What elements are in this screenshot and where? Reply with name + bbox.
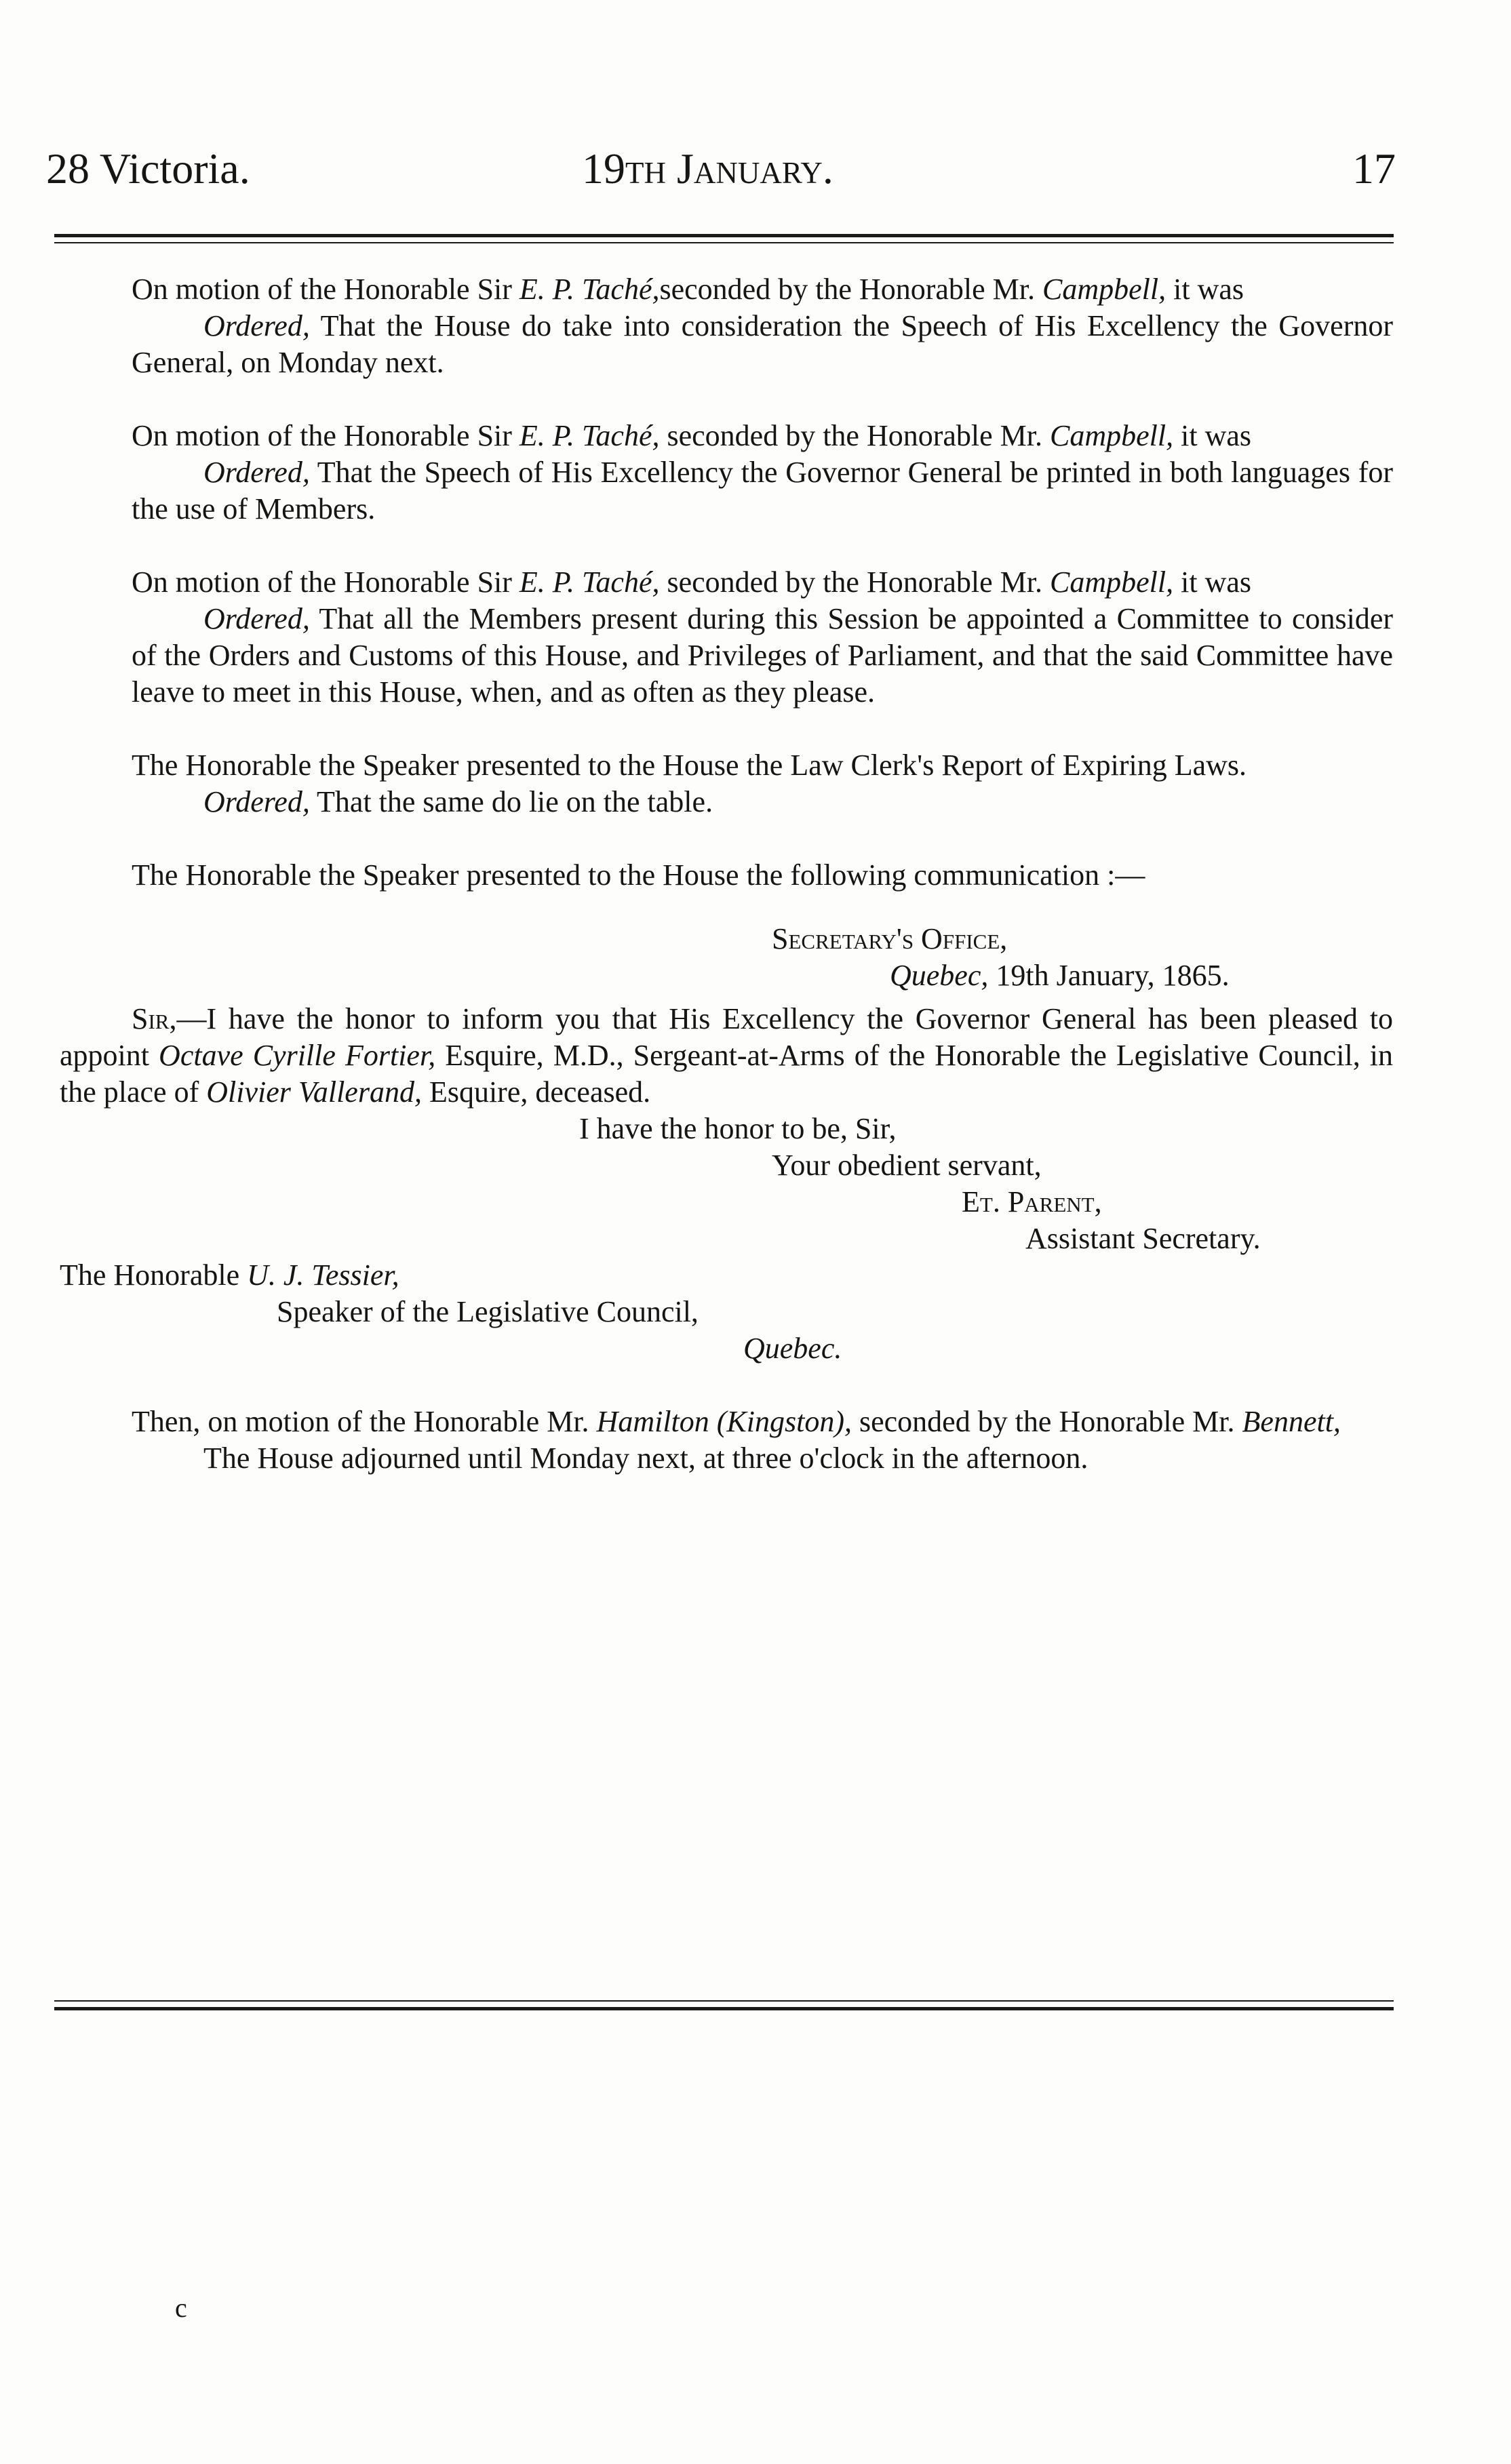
signature-mark: c	[175, 2292, 187, 2323]
letter-signer-title: Assistant Secretary.	[1025, 1222, 1261, 1255]
letter-signer: Et. Parent,	[962, 1185, 1102, 1218]
journal-body	[60, 271, 1393, 1513]
order-line: Ordered, That all the Members present during this Session be appointed a Committee to consider of the Orders and Customs of this House, and Privileges of Parliament, and that the said Committee have leave to meet in this House, when, and as often as they please.	[132, 602, 1393, 709]
letter-close: I have the honor to be, Sir,	[579, 1112, 897, 1145]
adjournment-paragraph: Then, on motion of the Honorable Mr. Hamilton (Kingston), seconded by the Honorable Mr. Bennett, The House adjourned until Monday next, at three o'clock in the afternoon.	[60, 1404, 1393, 1477]
header-page-number: 17	[1352, 144, 1396, 193]
letter-close: Your obedient servant,	[772, 1149, 1042, 1182]
header-date: 19th January.	[582, 144, 833, 193]
letter-body: Sir,—I have the honor to inform you that His Excellency the Governor General has been pleased to appoint Octave Cyrille Fortier, Esquire, M.D., Sergeant-at-Arms of the Honorable the Legislative Council, in the place of Olivier Vallerand, Esquire, deceased.	[60, 1002, 1393, 1109]
header-rule-thin	[54, 242, 1394, 243]
communication-intro: The Honorable the Speaker presented to the House the following communication :—	[132, 858, 1145, 892]
footer-rule-thin	[54, 2000, 1394, 2002]
letter-addressee: The Honorable U. J. Tessier,	[60, 1258, 399, 1292]
expiring-laws-paragraph: The Honorable the Speaker presented to the House the Law Clerk's Report of Expiring Laws. Ordered, That the same do lie on the table.	[60, 747, 1393, 820]
order-line: Ordered, That the Speech of His Excellency the Governor General be printed in both languages for the use of Members.	[132, 456, 1393, 525]
motion-paragraph-2: On motion of the Honorable Sir E. P. Taché, seconded by the Honorable Mr. Campbell, it was Ordered, That the Speech of His Excellency the Governor General be printed in both languages for the use of Members.	[60, 418, 1393, 528]
running-header	[46, 136, 1396, 210]
footer-rule	[54, 2007, 1394, 2010]
motion-paragraph-1: On motion of the Honorable Sir E. P. Taché,seconded by the Honorable Mr. Campbell, it was Ordered, That the House do take into consideration the Speech of His Excellency the Governor General, on Monday next.	[60, 271, 1393, 381]
motion-paragraph-3: On motion of the Honorable Sir E. P. Taché, seconded by the Honorable Mr. Campbell, it was Ordered, That all the Members present during this Session be appointed a Committee to consider of the Orders and Customs of this House, and Privileges of Parliament, and that the said Committee have leave to meet in this House, when, and as often as they please.	[60, 564, 1393, 711]
header-rule	[54, 234, 1394, 237]
letter-addressee-city: Quebec.	[743, 1332, 842, 1365]
adjournment-line: The House adjourned until Monday next, at three o'clock in the afternoon.	[203, 1442, 1088, 1475]
letter	[60, 921, 1393, 1367]
order-line: Ordered, That the House do take into consideration the Speech of His Excellency the Governor General, on Monday next.	[132, 309, 1393, 379]
order-line: Ordered, That the same do lie on the table.	[203, 785, 713, 818]
letter-office: Secretary's Office,	[772, 922, 1008, 955]
letter-addressee-role: Speaker of the Legislative Council,	[277, 1295, 699, 1328]
letter-dateline: Quebec, 19th January, 1865.	[890, 959, 1230, 992]
header-session: 28 Victoria.	[46, 144, 250, 193]
